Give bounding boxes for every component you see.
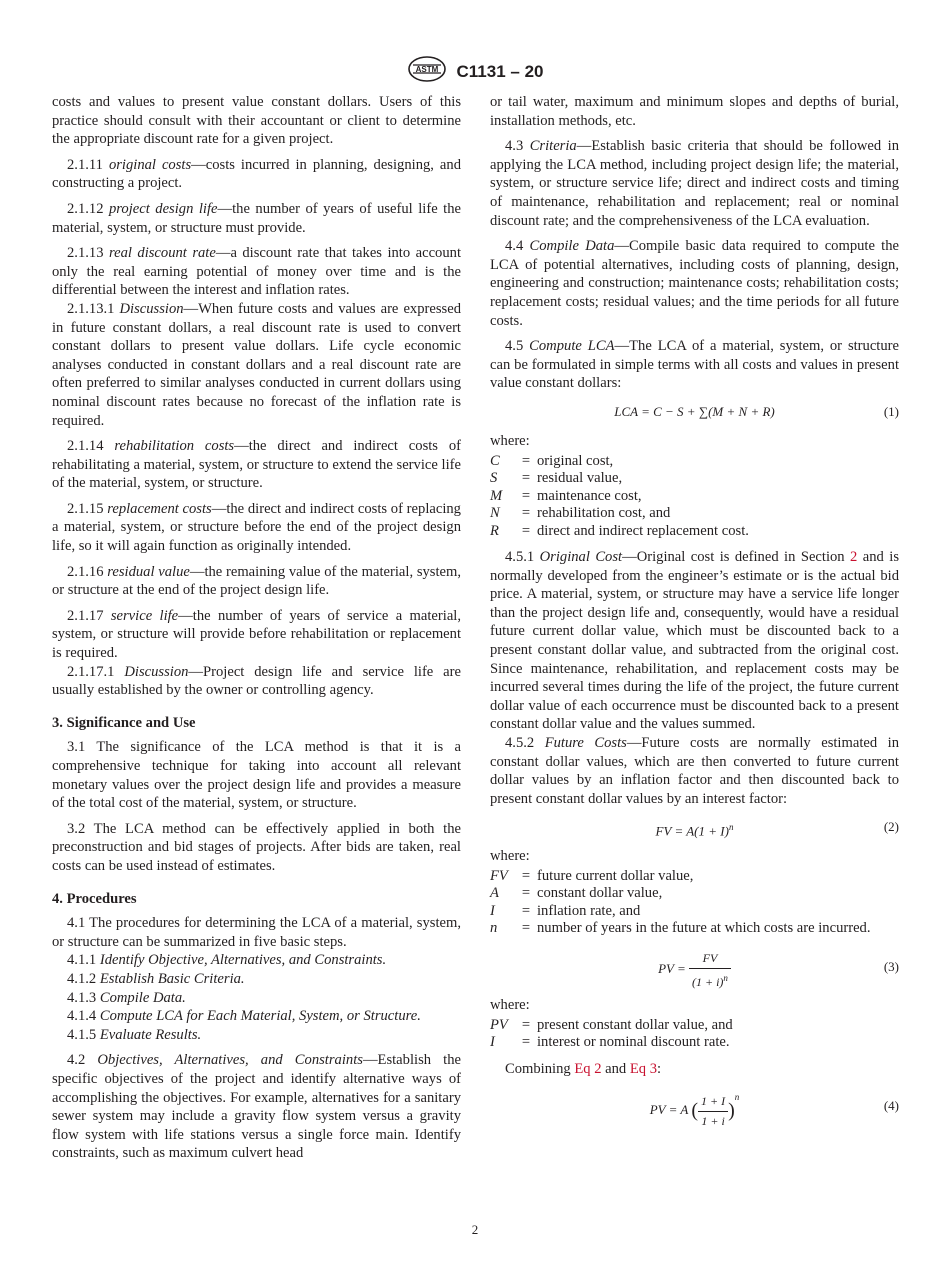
definition-row: A = constant dollar value, xyxy=(490,885,663,902)
eq-2-link[interactable]: Eq 2 xyxy=(574,1060,602,1077)
standard-designation: C1131 – 20 xyxy=(456,61,544,81)
section-2-1-17: 2.1.17 service life—the number of years of service a material, system, or structure will provide before rehabilitation or replacement is required. xyxy=(52,607,461,662)
section-4-1-4: 4.1.4 Compute LCA for Each Material, System, or Structure. xyxy=(67,1008,421,1025)
right-column xyxy=(490,93,899,1135)
term: Objectives, Alternatives, and Constraints xyxy=(97,1052,363,1069)
symbol-definitions-2 xyxy=(490,868,899,938)
equation-1-number: (1) xyxy=(883,403,899,419)
equation-4-expression: PV = A ( $\frac{1 + I}{1 + i}$ )$^n$ xyxy=(490,1088,899,1130)
symbol-definitions-3 xyxy=(490,1017,899,1052)
eq-3-link[interactable]: Eq 3 xyxy=(629,1060,658,1077)
heading-significance-and-use: 3. Significance and Use xyxy=(52,714,196,731)
section-2-link[interactable]: 2 xyxy=(850,549,858,565)
definition-row: S = residual value, xyxy=(490,470,623,486)
left-column xyxy=(52,93,461,1170)
definition-row: R = direct and indirect replacement cost. xyxy=(490,522,749,539)
astm-logo xyxy=(407,56,447,87)
equation-1 xyxy=(490,400,899,424)
fraction: $\frac{1 + I}{1 + i}$ xyxy=(698,1092,728,1130)
heading-procedures: 4. Procedures xyxy=(52,890,137,907)
page-number: 2 xyxy=(471,1222,479,1237)
section-2-1-13: 2.1.13 real discount rate—a discount rate that takes into account only the real earning potential of money over time and is the differential between the interest and inflation rates. xyxy=(52,245,462,299)
term: Compile Data xyxy=(529,238,615,255)
section-3-2: 3.2 The LCA method can be effectively applied in both the preconstruction and bid stages of projects. After bids are taken, real costs can be used instead of estimates. xyxy=(52,820,461,874)
equation-2-expression: FV = $A(1 + I)^n$ xyxy=(655,822,734,839)
section-2-1-14: 2.1.14 rehabilitation costs—the direct and indirect costs of rehabilitating a material, system, or structure to extend the service life of the material, system, or structure. xyxy=(52,438,461,492)
logo-text: ASTM xyxy=(415,65,438,74)
section-3-1: 3.1 The significance of the LCA method is that it is a comprehensive technique for taking into account all relevant monetary values over the project design life and provides a measure of the total cost of the material, system, or structure. xyxy=(52,739,461,812)
section-4-1-1: 4.1.1 Identify Objective, Alternatives, and Constraints. xyxy=(67,952,387,969)
equation-3-expression: PV = $\frac{FV}{(1 + i)^n}$ xyxy=(490,949,899,991)
term: original costs xyxy=(108,156,192,173)
section-4-2: 4.2 Objectives, Alternatives, and Constraints—Establish the specific objectives of the project and identify alternative ways of accomplishing the objectives. For example, alternatives for a sanitary sewer system may include a gravity flow system versus a gravity flow system with life stations versus a single force main. Identify constraints, such as maximum culvert head xyxy=(52,1052,461,1162)
fraction: $\frac{FV}{(1 + i)^n}$ xyxy=(689,949,731,991)
equation-2-number: (2) xyxy=(883,819,899,835)
term: replacement costs xyxy=(107,500,212,517)
symbol-definitions-1 xyxy=(490,453,899,541)
section-4-1-3: 4.1.3 Compile Data. xyxy=(67,989,186,1006)
section-2-1-13-1: 2.1.13.1 Discussion—When future costs and values are expressed in future constant dollars, a real discount rate is used to convert constant dollars to present value dollars. Life cycle economic analyses conducted in constant dollars and a real discount rate are often preferred to similar analyses conducted in current dollars using nominal discount rates because no forecast of the inflation rate is required. xyxy=(52,300,461,429)
section-4-1-5: 4.1.5 Evaluate Results. xyxy=(67,1026,202,1043)
section-4-5-1: 4.5.1 Original Cost—Original cost is defined in Section 2 and is normally developed from the engineer’s estimate or is the actual bid price. A material, system, or structure may have a service life longer than the project design life and, consequently, would have a residual future current dollar value, which must be discounted back to a present constant dollar value, and subtracted from the original cost. Since maintenance, rehabilitation, and replacement costs may be incurred several times during the life of the project, the future current dollar value of each occurrence must be discounted back to a present constant dollar value and the values summed. xyxy=(490,549,899,733)
term: real discount rate xyxy=(108,245,216,262)
equation-3-number: (3) xyxy=(883,958,899,974)
equation-1-expression: LCA = C − S + ∑(M + N + R) xyxy=(614,403,775,419)
definition-row: n = number of years in the future at which costs are incurred. xyxy=(490,920,871,937)
section-2-1-17-1: 2.1.17.1 Discussion—Project design life and service life are usually established by the owner or controlling agency. xyxy=(52,663,462,699)
equation-2 xyxy=(490,815,899,839)
section-2-1-12: 2.1.12 project design life—the number of years of useful life the material, system, or structure must provide. xyxy=(52,200,461,236)
term: service life xyxy=(110,607,179,624)
where-label: where: xyxy=(490,996,530,1013)
definition-row: I = interest or nominal discount rate. xyxy=(490,1034,730,1050)
definition-row: M = maintenance cost, xyxy=(490,487,642,504)
definition-row: PV = present constant dollar value, and xyxy=(490,1016,733,1033)
definition-row: FV = future current dollar value, xyxy=(490,867,694,884)
term: project design life xyxy=(108,200,218,217)
section-4-1: 4.1 The procedures for determining the LCA of a material, system, or structure can be summarized in five basic steps. xyxy=(52,915,461,950)
definition-row: C = original cost, xyxy=(490,452,614,469)
term: rehabilitation costs xyxy=(114,438,235,455)
page-header xyxy=(0,56,950,87)
paragraph-continuation: or tail water, maximum and minimum slopes and depths of burial, installation methods, etc. xyxy=(490,94,899,129)
equation-4-number: (4) xyxy=(883,1098,899,1114)
term: Criteria xyxy=(529,138,577,155)
section-2-1-15: 2.1.15 replacement costs—the direct and indirect costs of replacing a material, system, or structure before the end of the project design life, so it will again function as originally intended. xyxy=(52,500,461,555)
section-4-5: 4.5 Compute LCA—The LCA of a material, system, or structure can be formulated in simple terms with all costs and values in present value constant dollars: xyxy=(490,338,899,392)
section-2-1-16: 2.1.16 residual value—the remaining value of the material, system, or structure at the end of the project design life. xyxy=(52,563,462,599)
definition-row: I = inflation rate, and xyxy=(490,902,641,919)
term: Discussion xyxy=(124,663,189,680)
combining-sentence: Combining Eq 2 and Eq 3: xyxy=(505,1060,662,1077)
where-label: where: xyxy=(490,432,530,449)
term: Original Cost xyxy=(539,549,623,565)
where-label: where: xyxy=(490,848,530,865)
section-4-4: 4.4 Compile Data—Compile basic data required to compute the LCA of potential alternatives, including costs of planning, design, engineering and construction; maintenance costs; rehabilitation costs; replacement costs; residual values; and the time periods for all future costs. xyxy=(490,238,900,329)
section-4-5-2: 4.5.2 Future Costs—Future costs are normally estimated in constant dollar values, which are then converted to future current dollar values by an inflation factor and then discounted back to present constant dollar values by an interest factor: xyxy=(490,734,899,807)
definition-row: N = rehabilitation cost, and xyxy=(490,505,671,521)
paragraph-continuation: costs and values to present value constant dollars. Users of this practice should consult with their accountant or client to determine the appropriate discount rate for a given project. xyxy=(52,94,461,148)
term: Future Costs xyxy=(544,734,627,751)
equation-3 xyxy=(490,946,899,988)
equation-4 xyxy=(490,1085,899,1127)
term: Discussion xyxy=(119,300,184,317)
section-4-3: 4.3 Criteria—Establish basic criteria that should be followed in applying the LCA method, including project design life; the material, system, or structure service life; direct and indirect costs and timing of maintenance, rehabilitation and replacement; real or nominal discount rate; and the comprehensiveness of the LCA evaluation. xyxy=(490,138,899,229)
section-2-1-11: 2.1.11 original costs—costs incurred in planning, designing, and constructing a project. xyxy=(52,156,461,192)
term: residual value xyxy=(107,563,190,580)
section-4-1-2: 4.1.2 Establish Basic Criteria. xyxy=(67,970,245,987)
term: Compute LCA xyxy=(529,338,615,355)
